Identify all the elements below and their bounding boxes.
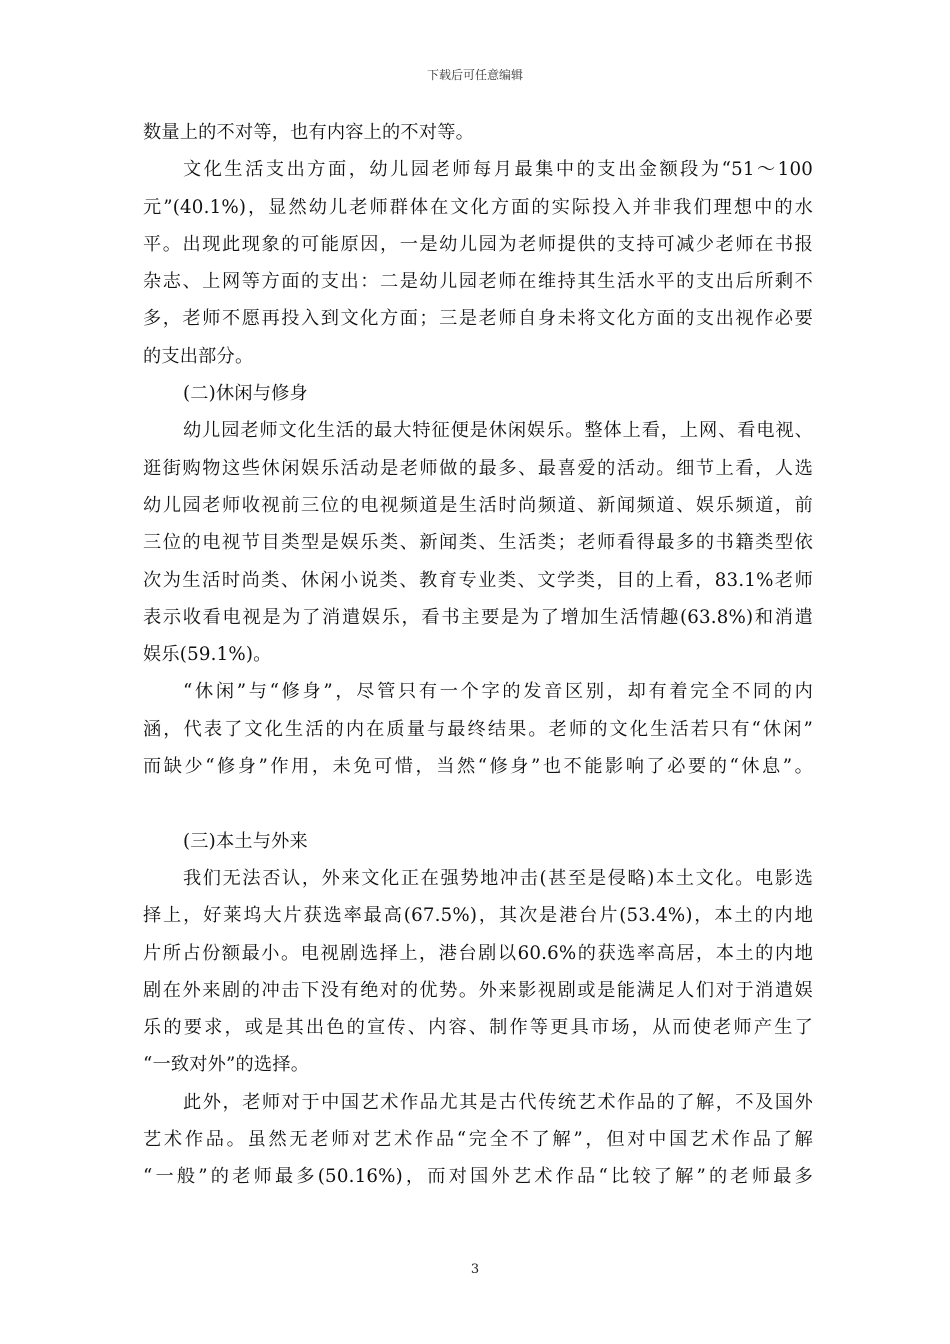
document-body — [143, 114, 813, 1196]
body-line: 幼儿园老师收视前三位的电视频道是生活时尚频道、新闻频道、娱乐频道，前 — [143, 494, 813, 516]
body-line: 择上，好莱坞大片获选率最高(67.5%)，其次是港台片(53.4%)，本土的内地 — [143, 905, 813, 927]
body-line: 娱乐(59.1%)。 — [143, 644, 272, 666]
body-line: “休闲”与“修身”，尽管只有一个字的发音区别，却有着完全不同的内 — [183, 681, 813, 703]
body-line: 艺术作品。虽然无老师对艺术作品“完全不了解”，但对中国艺术作品了解 — [143, 1129, 813, 1151]
body-line: 幼儿园老师文化生活的最大特征便是休闲娱乐。整体上看，上网、看电视、 — [183, 420, 813, 442]
body-line: 次为生活时尚类、休闲小说类、教育专业类、文学类，目的上看，83.1%老师 — [143, 569, 813, 591]
page-number: 3 — [470, 1262, 480, 1277]
body-line: 多，老师不愿再投入到文化方面；三是老师自身未将文化方面的支出视作必要 — [143, 308, 813, 330]
body-line: 我们无法否认，外来文化正在强势地冲击(甚至是侵略)本土文化。电影选 — [183, 867, 813, 889]
body-line: 杂志、上网等方面的支出：二是幼儿园老师在维持其生活水平的支出后所剩不 — [143, 271, 813, 293]
body-line: “一致对外”的选择。 — [143, 1054, 310, 1076]
body-line: 此外，老师对于中国艺术作品尤其是古代传统艺术作品的了解，不及国外 — [183, 1091, 813, 1113]
body-line: 数量上的不对等，也有内容上的不对等。 — [143, 122, 474, 143]
body-line: 而缺少“修身”作用，未免可惜，当然“修身”也不能影响了必要的“休息”。 — [143, 756, 813, 778]
section-heading: (二)休闲与修身 — [183, 383, 308, 405]
body-line: 的支出部分。 — [143, 345, 254, 367]
body-line: 涵，代表了文化生活的内在质量与最终结果。老师的文化生活若只有“休闲” — [143, 718, 813, 740]
paragraph-gap — [143, 785, 813, 822]
section-heading: (三)本土与外来 — [183, 830, 308, 852]
page-header: 下载后可任意编辑 — [426, 68, 523, 82]
body-line: 三位的电视节目类型是娱乐类、新闻类、生活类；老师看得最多的书籍类型依 — [143, 532, 813, 554]
body-line: 文化生活支出方面，幼儿园老师每月最集中的支出金额段为“51～100 — [183, 159, 813, 181]
body-line: 乐的要求，或是其出色的宣传、内容、制作等更具市场，从而使老师产生了 — [143, 1017, 813, 1039]
body-line: 元”(40.1%)，显然幼儿老师群体在文化方面的实际投入并非我们理想中的水 — [143, 196, 813, 218]
body-line: 逛街购物这些休闲娱乐活动是老师做的最多、最喜爱的活动。细节上看，人选 — [143, 457, 813, 479]
body-line: 剧在外来剧的冲击下没有绝对的优势。外来影视剧或是能满足人们对于消遣娱 — [143, 979, 813, 1001]
body-line: “一般”的老师最多(50.16%)，而对国外艺术作品“比较了解”的老师最多 — [143, 1166, 813, 1188]
body-line: 平。出现此现象的可能原因，一是幼儿园为老师提供的支持可减少老师在书报 — [143, 233, 813, 255]
body-line: 表示收看电视是为了消遣娱乐，看书主要是为了增加生活情趣(63.8%)和消遣 — [143, 606, 813, 628]
body-line: 片所占份额最小。电视剧选择上，港台剧以60.6%的获选率高居，本土的内地 — [143, 942, 813, 964]
